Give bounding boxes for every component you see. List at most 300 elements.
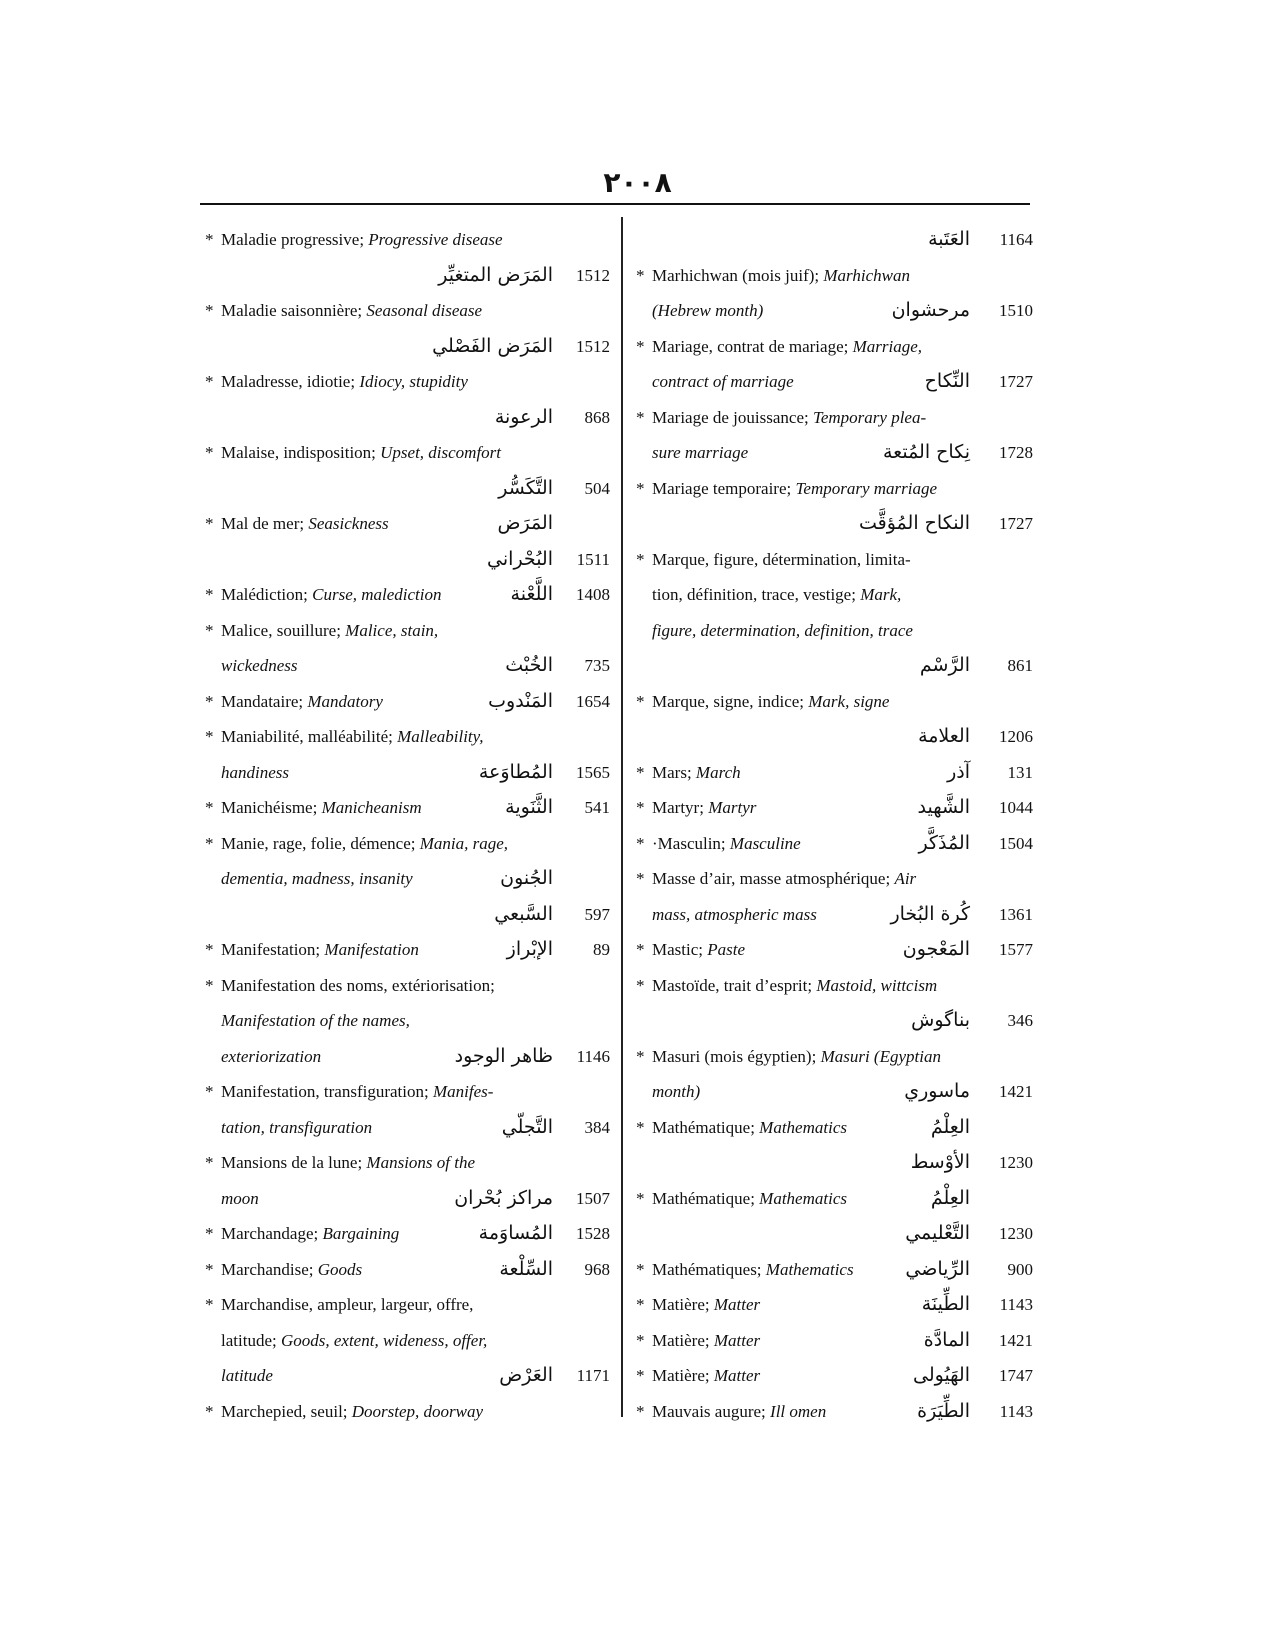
french-term: Manifestation, transfiguration; xyxy=(221,1082,433,1101)
page-reference: 1143 xyxy=(999,1295,1033,1314)
french-term: Mariage temporaire; xyxy=(652,478,796,498)
bullet-star: * xyxy=(636,549,645,569)
page-reference: 597 xyxy=(584,904,610,924)
entry-line xyxy=(636,648,1033,684)
entry-text xyxy=(636,1110,847,1146)
page-reference: 1143 xyxy=(999,1401,1033,1421)
entry-line xyxy=(636,222,1033,258)
english-term: Malice, stain, xyxy=(345,620,439,640)
bullet-star: * xyxy=(636,478,645,498)
french-term: Marque, signe, indice; xyxy=(652,691,809,711)
bullet-star: * xyxy=(636,265,645,285)
arabic-term: كُرة البُخار xyxy=(890,902,970,925)
entry-text xyxy=(636,755,741,791)
entry-text xyxy=(636,1252,854,1288)
entry-text xyxy=(205,613,438,649)
english-term: Goods, extent, wideness, offer, xyxy=(280,1330,488,1350)
page-reference: 1512 xyxy=(576,265,610,285)
english-term: Masculine xyxy=(729,833,801,853)
page-reference: 1528 xyxy=(576,1224,610,1243)
bullet-star: * xyxy=(205,691,214,711)
entry-text xyxy=(636,542,911,578)
english-term: Mathematics xyxy=(759,1117,847,1137)
english-term: moon xyxy=(221,1188,259,1208)
bullet-star: * xyxy=(636,336,645,356)
english-term: Mastoid, wittcism xyxy=(816,975,938,995)
entry-text xyxy=(221,1323,487,1359)
page-reference: 346 xyxy=(1007,1011,1033,1030)
french-term: Mansions de la lune; xyxy=(221,1153,367,1172)
bullet-star: * xyxy=(205,301,214,320)
french-term: Manie, rage, folie, démence; xyxy=(221,833,420,853)
bullet-star: * xyxy=(205,585,214,604)
page-reference: 1654 xyxy=(576,691,610,711)
entry-text xyxy=(221,1181,259,1217)
french-term: Marhichwan (mois juif); xyxy=(652,265,824,285)
arabic-term: الطِّينَة xyxy=(921,1293,970,1315)
arabic-term: العَتَبة xyxy=(928,228,970,250)
entry-line xyxy=(636,613,1033,649)
entry-text xyxy=(636,1323,760,1359)
french-term: Mauvais augure; xyxy=(652,1401,771,1421)
entry-text xyxy=(205,932,419,968)
entry-text xyxy=(652,364,794,400)
french-term: Martyr; xyxy=(652,798,709,817)
entry-line xyxy=(205,932,610,968)
arabic-term: العِلْمُ xyxy=(930,1115,970,1138)
entry-line xyxy=(205,1110,610,1146)
english-term: Matter xyxy=(713,1366,761,1385)
arabic-term: التَّعْليمي xyxy=(905,1222,970,1244)
arabic-term: الجُنون xyxy=(500,867,553,889)
english-term: contract of marriage xyxy=(652,372,794,391)
english-term: Mathematics xyxy=(765,1259,854,1279)
entry-text xyxy=(205,1287,473,1323)
entry-text xyxy=(205,577,442,613)
bullet-star: * xyxy=(636,833,645,853)
entry-line xyxy=(636,329,1033,365)
entry-text xyxy=(221,1003,410,1039)
arabic-term: العَرْض xyxy=(499,1364,553,1386)
entry-line xyxy=(636,258,1033,294)
french-term: Marchandise, ampleur, largeur, offre, xyxy=(221,1295,474,1314)
arabic-term: الثَّنَوية xyxy=(505,796,553,818)
entry-line xyxy=(636,1287,1033,1323)
bullet-star: * xyxy=(205,833,214,853)
entry-line xyxy=(636,471,1033,507)
arabic-term: المَرَض الفَصْلي xyxy=(432,334,553,357)
bullet-star: * xyxy=(636,1188,645,1208)
entry-line xyxy=(636,790,1033,826)
entry-line xyxy=(636,968,1033,1004)
english-term: Manifestation xyxy=(324,940,419,959)
page-reference: 1727 xyxy=(999,372,1033,391)
entry-text xyxy=(205,222,503,258)
entry-line xyxy=(636,1039,1033,1075)
entry-line xyxy=(205,826,610,862)
entry-line xyxy=(205,1003,610,1039)
entry-text xyxy=(652,435,748,471)
entry-line xyxy=(636,897,1033,933)
page-reference: 868 xyxy=(584,407,610,427)
entry-line xyxy=(205,897,610,933)
french-term: ·Masculin; xyxy=(652,833,730,853)
entry-text xyxy=(205,684,383,720)
entry-text xyxy=(205,790,422,826)
bullet-star: * xyxy=(205,620,214,640)
french-term: latitude; xyxy=(221,1330,281,1350)
page-reference: 1512 xyxy=(576,336,610,356)
entry-line xyxy=(205,861,610,897)
entry-text xyxy=(221,861,413,897)
arabic-term: النكاح المُؤقَّت xyxy=(859,512,970,534)
entry-text xyxy=(221,648,297,684)
french-term: Manichéisme; xyxy=(221,798,322,817)
bullet-star: * xyxy=(205,443,214,462)
english-term: Marhichwan xyxy=(823,265,910,285)
page-reference: 131 xyxy=(1007,762,1033,782)
entry-line xyxy=(205,329,610,365)
arabic-term: مراكز بُحْران xyxy=(454,1186,553,1209)
entry-line xyxy=(205,1216,610,1252)
entry-line xyxy=(205,577,610,613)
page-reference: 1504 xyxy=(999,833,1033,853)
french-term: Mathématique; xyxy=(652,1117,760,1137)
entry-line xyxy=(636,1074,1033,1110)
english-term: Mania, rage, xyxy=(419,833,509,853)
bullet-star: * xyxy=(205,514,214,533)
page-reference: 1510 xyxy=(999,301,1033,320)
page-reference: 1361 xyxy=(999,904,1033,924)
english-term: Ill omen xyxy=(770,1401,827,1421)
arabic-term: المُساوَمة xyxy=(478,1222,553,1244)
english-term: Paste xyxy=(707,940,746,959)
header-rule xyxy=(200,203,1030,205)
entry-line xyxy=(636,364,1033,400)
english-term: Malleability, xyxy=(397,727,484,746)
bullet-star: * xyxy=(636,762,645,782)
english-term: handiness xyxy=(221,762,289,782)
entry-line xyxy=(205,719,610,755)
entry-text xyxy=(636,471,937,507)
page-reference: 541 xyxy=(584,798,610,817)
entry-line xyxy=(205,1252,610,1288)
arabic-term: السِّلْعة xyxy=(499,1257,553,1280)
entry-text xyxy=(636,400,926,436)
english-term: Doorstep, doorway xyxy=(351,1401,484,1421)
bullet-star: * xyxy=(636,1330,645,1350)
bullet-star: * xyxy=(636,869,645,888)
entry-line xyxy=(205,790,610,826)
bullet-star: * xyxy=(636,975,645,995)
entry-text xyxy=(636,932,745,968)
arabic-term: المادَّة xyxy=(923,1328,970,1351)
entry-line xyxy=(205,1287,610,1323)
entry-text xyxy=(221,1039,321,1075)
entry-line xyxy=(205,258,610,294)
french-term: Mariage, contrat de mariage; xyxy=(652,336,853,356)
page-reference: 1164 xyxy=(999,230,1033,249)
entry-text xyxy=(205,435,501,471)
page-reference: 1230 xyxy=(999,1153,1033,1172)
french-term: Matière; xyxy=(652,1366,714,1385)
arabic-term: الأوْسط xyxy=(910,1151,970,1173)
arabic-term: اللَّعْنة xyxy=(510,583,553,605)
entry-text xyxy=(652,1074,700,1110)
arabic-term: البُحْراني xyxy=(487,547,553,570)
english-term: tation, transfiguration xyxy=(221,1117,373,1137)
entry-line xyxy=(205,542,610,578)
entry-text xyxy=(652,613,913,649)
arabic-term: المُطاوَعة xyxy=(478,760,553,783)
english-term: Seasickness xyxy=(308,514,389,533)
bullet-star: * xyxy=(636,1117,645,1137)
english-term: Bargaining xyxy=(322,1224,400,1243)
column-divider xyxy=(621,217,623,1417)
entry-text xyxy=(205,1216,399,1252)
arabic-term: المَنْدوب xyxy=(488,689,553,712)
english-term: mass, atmospheric mass xyxy=(652,904,817,924)
page-reference: 1577 xyxy=(999,940,1033,959)
page-reference: 1230 xyxy=(999,1224,1033,1243)
bullet-star: * xyxy=(636,1259,645,1279)
entry-line xyxy=(205,755,610,791)
arabic-term: الإبْراز xyxy=(506,938,553,960)
entry-line xyxy=(636,1110,1033,1146)
bullet-star: * xyxy=(205,230,214,249)
english-term: figure, determination, definition, trace xyxy=(652,620,913,640)
french-term: Matière; xyxy=(652,1330,714,1350)
english-term: Idiocy, stupidity xyxy=(359,372,468,391)
arabic-term: التَّجلّي xyxy=(501,1115,553,1138)
english-term: March xyxy=(695,762,741,782)
french-term: Mathématiques; xyxy=(652,1259,766,1279)
french-term: Mandataire; xyxy=(221,691,308,711)
french-term: Malice, souillure; xyxy=(221,620,346,640)
page-reference: 1206 xyxy=(999,727,1033,746)
page-reference: 1171 xyxy=(576,1366,610,1385)
entry-text xyxy=(221,755,289,791)
arabic-term: ماسوري xyxy=(904,1080,970,1102)
entry-line xyxy=(636,1216,1033,1252)
french-term: Marchandise; xyxy=(221,1259,318,1279)
french-term: Malaise, indisposition; xyxy=(221,443,381,462)
entry-text xyxy=(652,897,817,933)
entry-line xyxy=(636,684,1033,720)
entry-line xyxy=(636,1145,1033,1181)
entry-line xyxy=(205,293,610,329)
entry-line xyxy=(636,719,1033,755)
entry-text xyxy=(636,968,937,1004)
english-term: exteriorization xyxy=(221,1046,322,1066)
entry-line xyxy=(205,1074,610,1110)
arabic-term: نِكاح المُتعة xyxy=(882,441,970,463)
arabic-term: العلامة xyxy=(918,725,970,747)
entry-line xyxy=(205,684,610,720)
page-reference: 1507 xyxy=(576,1188,610,1208)
arabic-term: العِلْمُ xyxy=(930,1186,970,1209)
bullet-star: * xyxy=(636,1366,645,1385)
english-term: Curse, malediction xyxy=(312,585,442,604)
english-term: Mark, signe xyxy=(808,691,890,711)
entry-text xyxy=(636,826,801,862)
arabic-term: الرَّسْم xyxy=(919,654,970,676)
english-term: sure marriage xyxy=(652,443,749,462)
bullet-star: * xyxy=(636,1046,645,1066)
entry-text xyxy=(205,1252,362,1288)
french-term: Marchandage; xyxy=(221,1224,323,1243)
entry-text xyxy=(636,1181,847,1217)
page-reference: 900 xyxy=(1007,1259,1033,1279)
french-term: Mastoïde, trait d’esprit; xyxy=(652,975,817,995)
entry-line xyxy=(205,1181,610,1217)
entry-text xyxy=(221,1110,372,1146)
english-term: Mathematics xyxy=(759,1188,847,1208)
entry-line xyxy=(205,506,610,542)
entry-text xyxy=(636,1039,941,1075)
french-term: Marque, figure, détermination, limita- xyxy=(652,549,911,569)
entry-text xyxy=(636,329,922,365)
bullet-star: * xyxy=(205,1295,214,1314)
english-term: Seasonal disease xyxy=(366,301,483,320)
english-term: wickedness xyxy=(221,656,298,675)
page-reference: 1728 xyxy=(999,443,1033,462)
entry-line xyxy=(205,1145,610,1181)
entry-text xyxy=(636,1287,760,1323)
english-term: Goods xyxy=(317,1259,363,1279)
entry-text xyxy=(652,577,901,613)
english-term: Air xyxy=(894,869,917,888)
english-term: Manifes- xyxy=(432,1082,494,1101)
french-term: Maladie progressive; xyxy=(221,230,369,249)
bullet-star: * xyxy=(205,798,214,817)
french-term: Mastic; xyxy=(652,940,708,959)
bullet-star: * xyxy=(636,940,645,959)
page-reference: 384 xyxy=(584,1117,610,1137)
french-term: Manifestation des noms, extériorisation; xyxy=(221,975,495,995)
entry-line xyxy=(636,542,1033,578)
entry-line xyxy=(636,861,1033,897)
entry-line xyxy=(205,1323,610,1359)
bullet-star: * xyxy=(205,372,214,391)
entry-text xyxy=(205,968,495,1004)
entry-text xyxy=(205,1394,483,1430)
entry-text xyxy=(205,826,508,862)
entry-text xyxy=(636,684,889,720)
english-term: (Hebrew month) xyxy=(652,301,764,320)
arabic-term: الهَيُولى xyxy=(913,1364,970,1386)
entry-line xyxy=(636,400,1033,436)
entry-text xyxy=(636,790,756,826)
entry-line xyxy=(636,1394,1033,1430)
entry-text xyxy=(636,861,916,897)
page-reference: 1747 xyxy=(999,1366,1033,1385)
bullet-star: * xyxy=(636,407,645,427)
page-reference: 968 xyxy=(584,1259,610,1279)
page-reference: 861 xyxy=(1007,656,1033,675)
page-reference: 1565 xyxy=(576,762,610,782)
bullet-star: * xyxy=(636,1295,645,1314)
left-column xyxy=(205,222,610,1429)
entry-line xyxy=(205,613,610,649)
english-term: Temporary marriage xyxy=(795,478,938,498)
entry-line xyxy=(205,968,610,1004)
english-term: Mark, xyxy=(860,585,902,604)
arabic-term: المَرَض xyxy=(497,512,553,534)
arabic-term: الطِّيَرَة xyxy=(917,1399,970,1422)
french-term: Maniabilité, malléabilité; xyxy=(221,727,398,746)
entry-text xyxy=(652,293,763,329)
entry-text xyxy=(221,1358,273,1394)
page-reference: 735 xyxy=(584,656,610,675)
arabic-term: مرحشوان xyxy=(891,299,970,321)
entry-line xyxy=(205,1358,610,1394)
french-term: Mal de mer; xyxy=(221,514,309,533)
page-reference: 1421 xyxy=(999,1330,1033,1350)
english-term: Temporary plea- xyxy=(812,407,927,427)
french-term: Masse d’air, masse atmosphérique; xyxy=(652,869,895,888)
entry-line xyxy=(636,293,1033,329)
bullet-star: * xyxy=(205,940,214,959)
entry-line xyxy=(205,364,610,400)
french-term: Masuri (mois égyptien); xyxy=(652,1046,821,1066)
french-term: Malédiction; xyxy=(221,585,313,604)
page-reference: 1146 xyxy=(576,1046,610,1066)
entry-line xyxy=(205,648,610,684)
bullet-star: * xyxy=(205,1153,214,1172)
entry-line xyxy=(636,932,1033,968)
french-term: Manifestation; xyxy=(221,940,325,959)
entry-line xyxy=(205,222,610,258)
french-term: Maladresse, idiotie; xyxy=(221,372,360,391)
entry-text xyxy=(636,258,910,294)
page-number: ٢٠٠٨ xyxy=(603,166,672,199)
entry-text xyxy=(205,506,389,542)
french-term: Mariage de jouissance; xyxy=(652,407,813,427)
entry-line xyxy=(636,1252,1033,1288)
page-reference: 1511 xyxy=(576,549,610,569)
entry-text xyxy=(205,719,484,755)
arabic-term: بناگوش xyxy=(911,1009,970,1031)
arabic-term: ظاهر الوجود xyxy=(454,1044,553,1067)
english-term: Mansions of the xyxy=(366,1153,476,1172)
entry-line xyxy=(636,1181,1033,1217)
arabic-term: التَّكَسُّر xyxy=(498,476,553,499)
english-term: Progressive disease xyxy=(368,230,503,249)
arabic-term: الرِّياضي xyxy=(905,1257,970,1280)
bullet-star: * xyxy=(636,691,645,711)
entry-text xyxy=(636,1394,826,1430)
right-column xyxy=(636,222,1033,1429)
page-reference: 1727 xyxy=(999,514,1033,533)
entry-line xyxy=(636,1003,1033,1039)
bullet-star: * xyxy=(205,1401,214,1421)
bullet-star: * xyxy=(636,1401,645,1421)
arabic-term: آذر xyxy=(947,760,970,783)
arabic-term: الخُبْث xyxy=(505,654,553,676)
arabic-term: المُذَكَّر xyxy=(918,831,970,854)
english-term: latitude xyxy=(221,1366,273,1385)
arabic-term: الرعونة xyxy=(494,405,553,428)
english-term: Matter xyxy=(713,1330,761,1350)
entry-line xyxy=(205,1039,610,1075)
entry-text xyxy=(205,364,468,400)
bullet-star: * xyxy=(205,727,214,746)
arabic-term: المَرَض المتغيِّر xyxy=(438,263,553,286)
entry-line xyxy=(636,435,1033,471)
arabic-term: السَّبعي xyxy=(494,902,553,925)
arabic-term: النِّكاح xyxy=(924,370,970,392)
